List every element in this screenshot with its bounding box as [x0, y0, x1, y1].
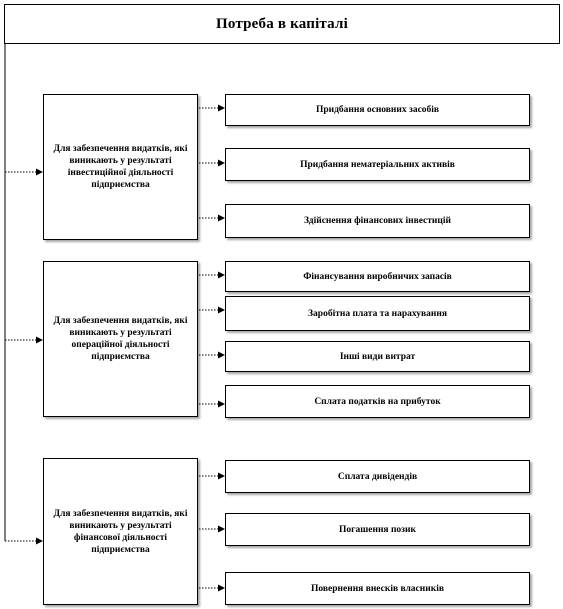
title-text: Потреба в капіталі	[215, 15, 348, 32]
item-salary	[225, 296, 530, 331]
item-loan-repayment	[225, 513, 530, 546]
item-label: Заробітна плата та нарахування	[308, 308, 447, 319]
group-investment-label: Для забезпечення видатків, які виникають у результаті інвестиційної діяльності підприємства	[53, 144, 188, 190]
item-profit-tax	[225, 385, 530, 418]
item-label: Повернення внесків власників	[311, 583, 444, 594]
item-label: Фінансування виробничих запасів	[303, 271, 452, 282]
item-label: Сплата податків на прибуток	[314, 396, 441, 407]
group-financial-label: Для забезпечення видатків, які виникають у результаті фінансової діяльності підприємства	[53, 508, 188, 555]
item-dividends	[225, 460, 530, 493]
item-fixed-assets	[225, 94, 530, 126]
item-other-expenses	[225, 341, 530, 372]
item-label: Придбання нематеріальних активів	[300, 159, 455, 170]
group-operating	[43, 261, 198, 417]
item-label: Погашення позик	[339, 524, 416, 535]
item-label: Придбання основних засобів	[315, 105, 440, 115]
item-label: Сплата дивідендів	[337, 471, 418, 482]
item-intangible-assets	[225, 148, 530, 181]
item-owner-contributions	[225, 572, 530, 605]
group-investment	[43, 94, 198, 240]
item-label: Інші види витрат	[339, 351, 416, 362]
item-label: Здійснення фінансових інвестицій	[304, 216, 451, 226]
diagram-title	[4, 4, 560, 44]
group-financial	[43, 458, 198, 605]
item-financial-investments	[225, 204, 530, 238]
item-inventory-financing	[225, 261, 530, 292]
group-operating-label: Для забезпечення видатків, які виникають у результаті операційної діяльності підприємства	[53, 316, 188, 362]
